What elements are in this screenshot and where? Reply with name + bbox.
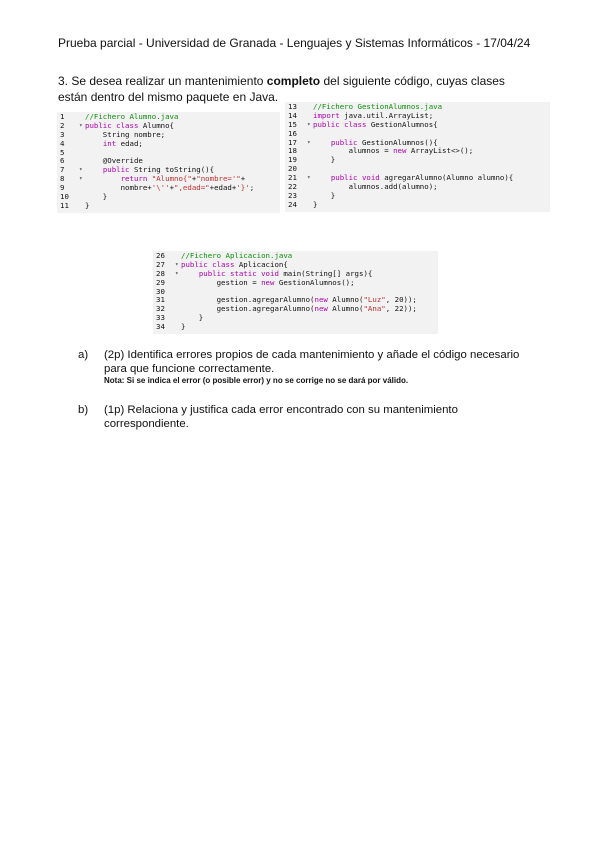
fold-arrow-icon: ▾	[307, 138, 311, 146]
code-text: gestion.agregarAlumno(new Alumno("Ana", 22));	[181, 304, 417, 314]
code-text: public String toString(){	[102, 165, 215, 175]
code-text: alumnos.add(alumno);	[313, 182, 438, 192]
code-text: }	[313, 155, 336, 165]
line-number: 24	[288, 199, 297, 209]
line-number: 1	[60, 112, 65, 121]
line-number: 26	[156, 251, 165, 260]
fold-arrow-icon: ▾	[79, 121, 83, 129]
code-block-alumno	[57, 112, 280, 213]
line-number: 15	[288, 119, 297, 129]
code-text: }	[313, 199, 318, 209]
code-text: }	[181, 313, 204, 323]
code-line	[153, 314, 438, 323]
code-line	[57, 202, 280, 211]
question-b-label: b)	[78, 404, 89, 416]
line-number: 18	[288, 146, 297, 156]
code-text: }	[181, 322, 186, 332]
line-number: 2	[60, 120, 65, 130]
code-line	[153, 279, 438, 288]
code-line	[285, 192, 550, 201]
code-line	[153, 323, 438, 332]
line-number: 34	[156, 322, 165, 332]
code-text: @Override	[85, 156, 143, 166]
line-number: 27	[156, 259, 165, 269]
code-text: import java.util.ArrayList;	[313, 110, 434, 120]
code-text: public class GestionAlumnos{	[313, 119, 438, 129]
line-number: 22	[288, 182, 297, 192]
line-number: 9	[60, 183, 65, 193]
code-text: }	[85, 192, 108, 202]
line-number: 29	[156, 277, 165, 287]
statement-text-before: 3. Se desea realizar un mantenimiento	[58, 74, 267, 88]
code-text: alumnos = new ArrayList<>();	[313, 146, 474, 156]
line-number: 7	[60, 165, 65, 175]
code-text: }	[313, 190, 336, 200]
line-number: 3	[60, 129, 65, 139]
code-text: public GestionAlumnos(){	[330, 137, 438, 147]
question-a-note: Nota: Si se indica el error (o posible error) y no se corrige no se dará por válido.	[104, 376, 409, 385]
code-line	[285, 201, 550, 210]
line-number: 6	[60, 156, 65, 166]
code-text: public void agregarAlumno(Alumno alumno){	[330, 173, 514, 183]
code-text: //Fichero GestionAlumnos.java	[313, 102, 443, 111]
line-number: 16	[288, 128, 297, 138]
line-number: 10	[60, 192, 69, 202]
code-block-aplicacion	[153, 251, 438, 334]
code-text: return "Alumno{"+"nombre='"+	[120, 174, 246, 184]
question-a-label: a)	[78, 349, 89, 361]
statement-bold-word: completo	[266, 74, 321, 88]
line-number: 13	[288, 102, 297, 111]
line-number: 21	[288, 173, 297, 183]
line-number: 4	[60, 138, 65, 148]
code-text: }	[85, 200, 90, 210]
code-line	[285, 121, 550, 130]
page-header: Prueba parcial - Universidad de Granada - Lenguajes y Sistemas Informáticos - 17/04/24	[58, 36, 531, 50]
code-text: //Fichero Alumno.java	[85, 112, 179, 121]
code-text: //Fichero Aplicacion.java	[181, 251, 293, 260]
code-text: gestion = new GestionAlumnos();	[181, 277, 355, 287]
code-text: int edad;	[102, 138, 143, 148]
code-text: public class Aplicacion{	[181, 259, 288, 269]
code-block-gestion-alumnos	[285, 102, 550, 212]
line-number: 14	[288, 110, 297, 120]
fold-arrow-icon: ▾	[175, 269, 179, 277]
line-number: 11	[60, 200, 69, 210]
line-number: 5	[60, 147, 65, 157]
line-number: 30	[156, 286, 165, 296]
line-number: 33	[156, 313, 165, 323]
code-text: String nombre;	[85, 129, 166, 139]
code-text: nombre+'\''+",edad="+edad+'}';	[85, 183, 255, 193]
code-text: public class Alumno{	[85, 120, 175, 130]
fold-arrow-icon: ▾	[175, 260, 179, 268]
fold-arrow-icon: ▾	[307, 120, 311, 128]
line-number: 28	[156, 268, 165, 278]
fold-arrow-icon: ▾	[79, 166, 83, 174]
line-number: 23	[288, 190, 297, 200]
fold-arrow-icon: ▾	[79, 175, 83, 183]
line-number: 32	[156, 304, 165, 314]
line-number: 31	[156, 295, 165, 305]
code-line	[285, 156, 550, 165]
line-number: 8	[60, 174, 65, 184]
code-line	[57, 193, 280, 202]
line-number: 17	[288, 137, 297, 147]
line-number: 19	[288, 155, 297, 165]
statement-text-after: del siguiente código, cuyas clases están dentro del mismo paquete en Java.	[58, 74, 505, 104]
line-number: 20	[288, 164, 297, 174]
question-a-text: (2p) Identifica errores propios de cada mantenimiento y añade el código necesario para que funcione correctamente.	[104, 349, 520, 375]
fold-arrow-icon: ▾	[307, 174, 311, 182]
code-text: public static void main(String[] args){	[198, 268, 373, 278]
code-text: gestion.agregarAlumno(new Alumno("Luz", 20));	[181, 295, 417, 305]
exercise-statement	[58, 73, 528, 105]
question-b-text: (1p) Relaciona y justifica cada error encontrado con su mantenimiento correspondiente.	[104, 404, 458, 430]
code-line	[57, 140, 280, 149]
